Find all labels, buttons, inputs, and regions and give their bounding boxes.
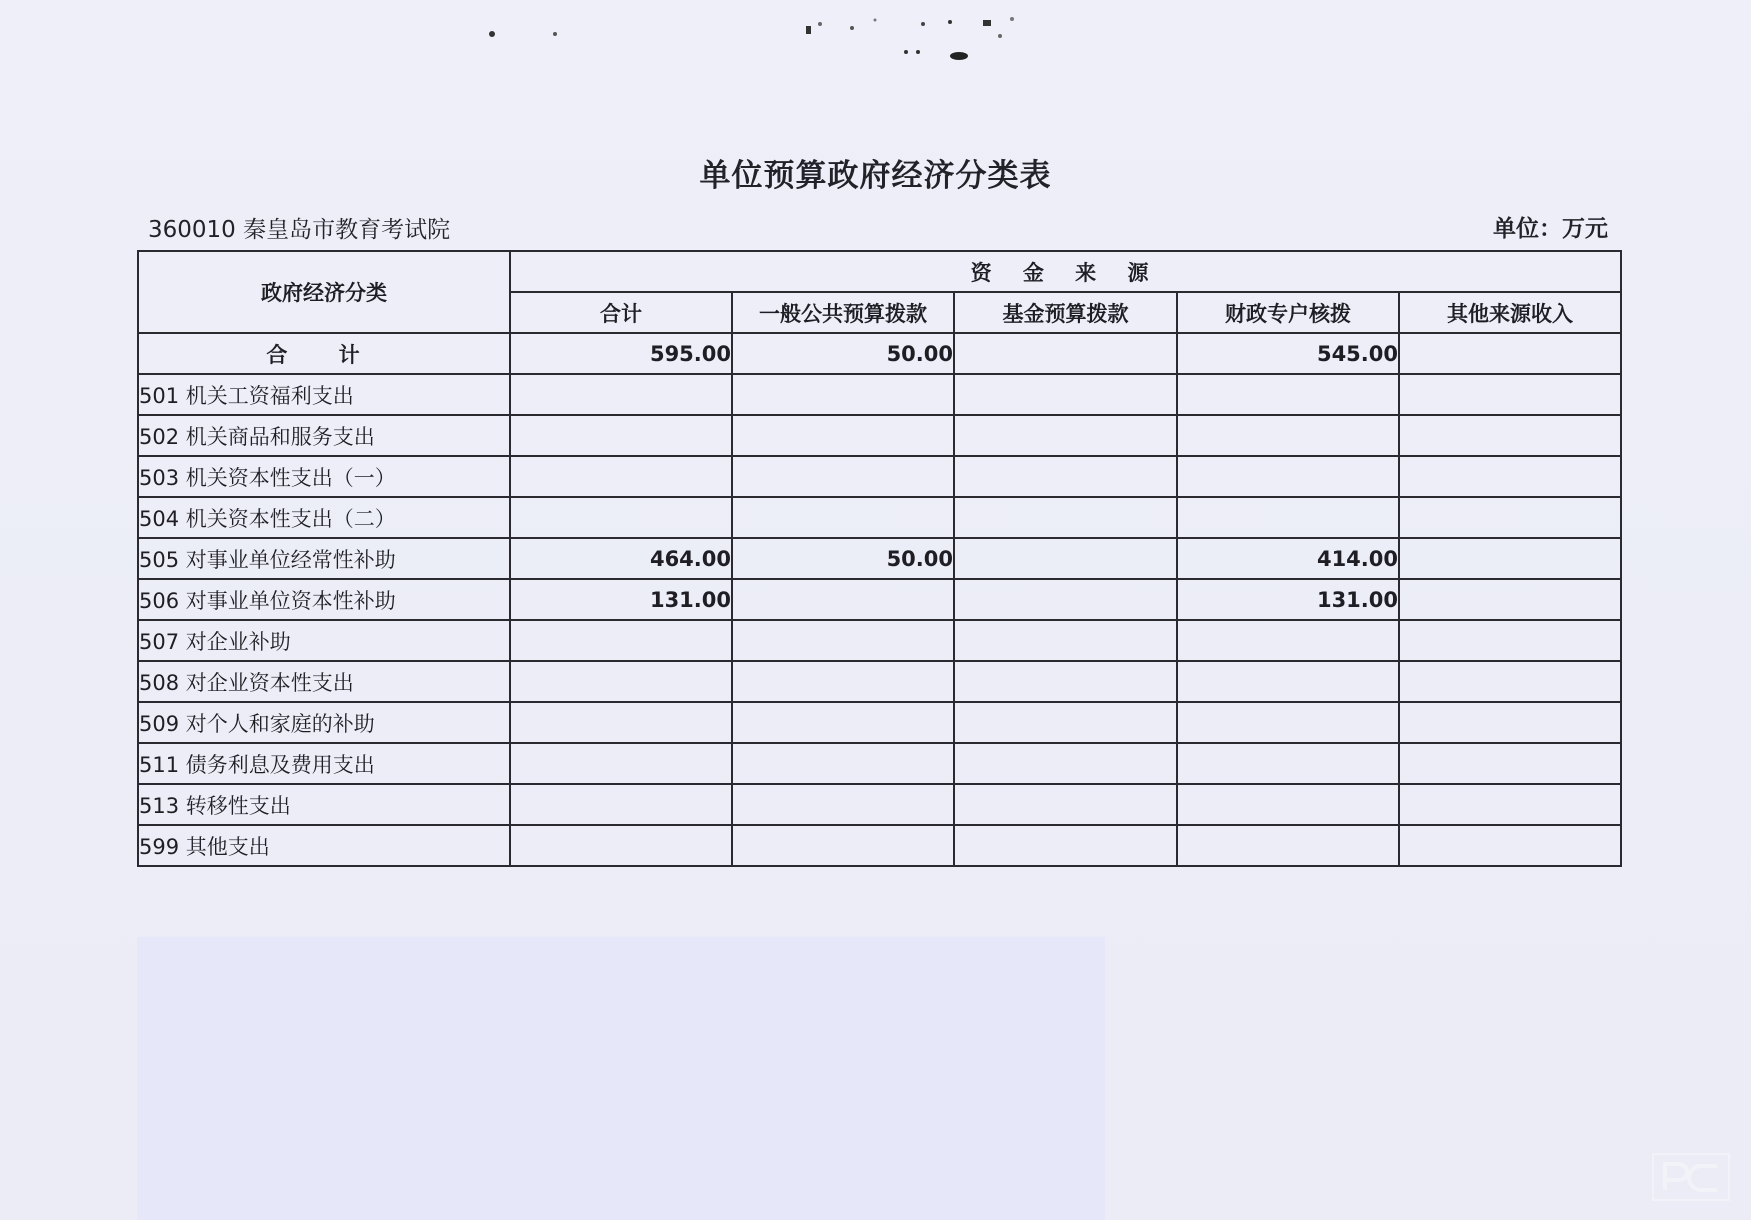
table-cell: [510, 661, 732, 702]
table-cell: [954, 415, 1177, 456]
table-cell: [510, 620, 732, 661]
table-cell: [732, 620, 954, 661]
row-label: 513 转移性支出: [138, 784, 510, 825]
table-cell: [1399, 538, 1621, 579]
column-header-fund-budget: 基金预算拨款: [954, 292, 1177, 333]
table-cell: [954, 374, 1177, 415]
table-cell: [1399, 456, 1621, 497]
row-label: 508 对企业资本性支出: [138, 661, 510, 702]
table-row: [138, 538, 1621, 579]
table-cell: [1177, 784, 1399, 825]
table-cell: [510, 497, 732, 538]
table-row: [138, 374, 1621, 415]
column-header-total: 合计: [510, 292, 732, 333]
table-cell: [1399, 620, 1621, 661]
table-cell: [954, 825, 1177, 866]
total-cell: [1399, 333, 1621, 374]
table-cell: [732, 415, 954, 456]
table-row: [138, 620, 1621, 661]
table-cell: [732, 784, 954, 825]
table-cell: [510, 374, 732, 415]
row-label: 509 对个人和家庭的补助: [138, 702, 510, 743]
redacted-area: [137, 937, 1105, 1220]
total-cell: [954, 333, 1177, 374]
table-cell: [1399, 702, 1621, 743]
table-cell: [1399, 661, 1621, 702]
row-label: 501 机关工资福利支出: [138, 374, 510, 415]
table-cell: [732, 702, 954, 743]
category-header: 政府经济分类: [138, 251, 510, 333]
funding-source-header: 资 金 来 源: [510, 251, 1621, 292]
column-header-other-income: 其他来源收入: [1399, 292, 1621, 333]
table-cell: [732, 579, 954, 620]
row-label: 504 机关资本性支出（二）: [138, 497, 510, 538]
table-cell: 464.00: [510, 538, 732, 579]
table-row: [138, 456, 1621, 497]
table-cell: [1177, 661, 1399, 702]
table-cell: [954, 538, 1177, 579]
table-cell: [1177, 456, 1399, 497]
table-row: [138, 784, 1621, 825]
watermark-logo: [1651, 1152, 1731, 1202]
table-cell: 131.00: [510, 579, 732, 620]
table-cell: [1399, 415, 1621, 456]
table-cell: [954, 579, 1177, 620]
economic-classification-table: [137, 250, 1622, 867]
table-cell: [954, 661, 1177, 702]
table-cell: [1177, 825, 1399, 866]
unit-label: 单位：万元: [1493, 216, 1608, 242]
table-cell: [510, 743, 732, 784]
scan-specks: [480, 14, 1180, 64]
table-cell: [732, 661, 954, 702]
document-title: 单位预算政府经济分类表: [699, 158, 1052, 194]
table-cell: [1177, 743, 1399, 784]
table-cell: [954, 497, 1177, 538]
table-cell: [1177, 497, 1399, 538]
table-cell: [954, 620, 1177, 661]
table-cell: [954, 743, 1177, 784]
table-cell: [1399, 497, 1621, 538]
row-label: 507 对企业补助: [138, 620, 510, 661]
table-cell: [1177, 702, 1399, 743]
table-cell: [1177, 620, 1399, 661]
total-row-label: 合 计: [138, 333, 510, 374]
row-label: 502 机关商品和服务支出: [138, 415, 510, 456]
row-label: 599 其他支出: [138, 825, 510, 866]
table-cell: [1177, 374, 1399, 415]
total-row: [138, 333, 1621, 374]
table-cell: 414.00: [1177, 538, 1399, 579]
total-cell: 50.00: [732, 333, 954, 374]
table-cell: [1399, 825, 1621, 866]
table-cell: 50.00: [732, 538, 954, 579]
table-cell: [1399, 784, 1621, 825]
header-row-1: [138, 251, 1621, 292]
table-cell: 131.00: [1177, 579, 1399, 620]
table-cell: [510, 825, 732, 866]
total-cell: 595.00: [510, 333, 732, 374]
table-cell: [732, 497, 954, 538]
table-cell: [510, 456, 732, 497]
row-label: 503 机关资本性支出（一）: [138, 456, 510, 497]
table-cell: [732, 374, 954, 415]
table-cell: [954, 702, 1177, 743]
table-row: [138, 579, 1621, 620]
table-cell: [510, 702, 732, 743]
table-row: [138, 825, 1621, 866]
table-cell: [1399, 743, 1621, 784]
table-row: [138, 702, 1621, 743]
total-cell: 545.00: [1177, 333, 1399, 374]
table-cell: [732, 743, 954, 784]
table-row: [138, 415, 1621, 456]
table-row: [138, 743, 1621, 784]
row-label: 506 对事业单位资本性补助: [138, 579, 510, 620]
table-row: [138, 661, 1621, 702]
table-row: [138, 497, 1621, 538]
column-header-special-account: 财政专户核拨: [1177, 292, 1399, 333]
table-cell: [954, 784, 1177, 825]
table-cell: [1399, 579, 1621, 620]
table-cell: [732, 825, 954, 866]
row-label: 505 对事业单位经常性补助: [138, 538, 510, 579]
row-label: 511 债务利息及费用支出: [138, 743, 510, 784]
table-cell: [1399, 374, 1621, 415]
table-cell: [510, 415, 732, 456]
table-cell: [732, 456, 954, 497]
table-cell: [510, 784, 732, 825]
organization-name: 360010 秦皇岛市教育考试院: [148, 217, 451, 243]
table-cell: [954, 456, 1177, 497]
column-header-general-budget: 一般公共预算拨款: [732, 292, 954, 333]
table-cell: [1177, 415, 1399, 456]
